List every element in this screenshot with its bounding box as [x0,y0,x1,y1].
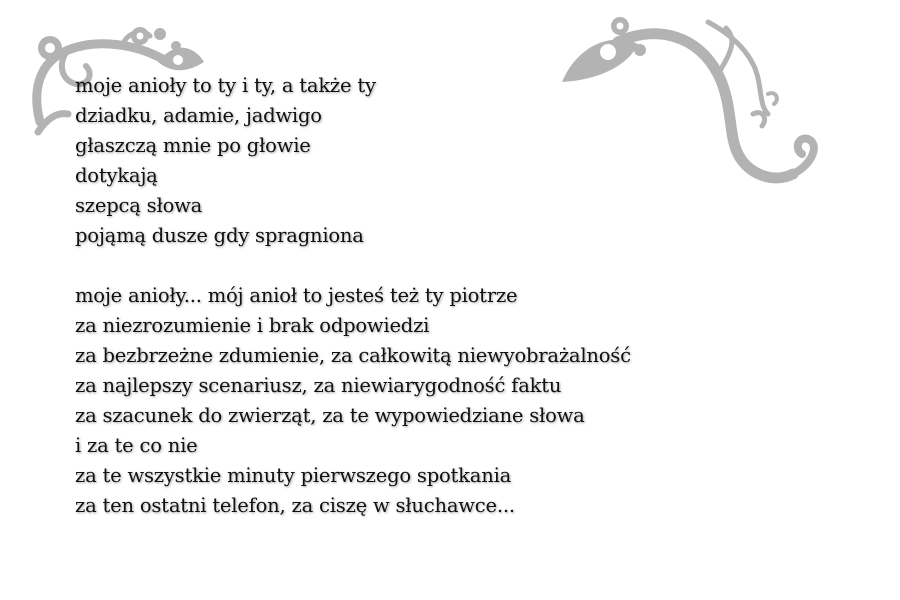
poem-line: głaszczą mnie po głowie [75,134,311,157]
poem-line: za ten ostatni telefon, za ciszę w słuchawce... [75,494,515,517]
poem-line: za bezbrzeżne zdumienie, za całkowitą niewyobrażalność [75,344,631,367]
poem [75,71,835,521]
stanza-1 [75,71,835,251]
poem-line: moje anioły to ty i ty, a także ty [75,74,376,97]
poem-line: za najlepszy scenariusz, za niewiarygodność faktu [75,374,562,397]
poem-line: za niezrozumienie i brak odpowiedzi [75,314,430,337]
poem-line: dziadku, adamie, jadwigo [75,104,322,127]
poem-line: za te wszystkie minuty pierwszego spotkania [75,464,512,487]
stanza-2 [75,281,835,521]
poem-line: i za te co nie [75,434,198,457]
poem-line: za szacunek do zwierząt, za te wypowiedziane słowa [75,404,585,427]
poem-line: dotykają [75,164,158,187]
poem-line: moje anioły... mój anioł to jesteś też ty piotrze [75,284,518,307]
poem-line: pojąmą dusze gdy spragniona [75,224,364,247]
poem-line: szepcą słowa [75,194,203,217]
